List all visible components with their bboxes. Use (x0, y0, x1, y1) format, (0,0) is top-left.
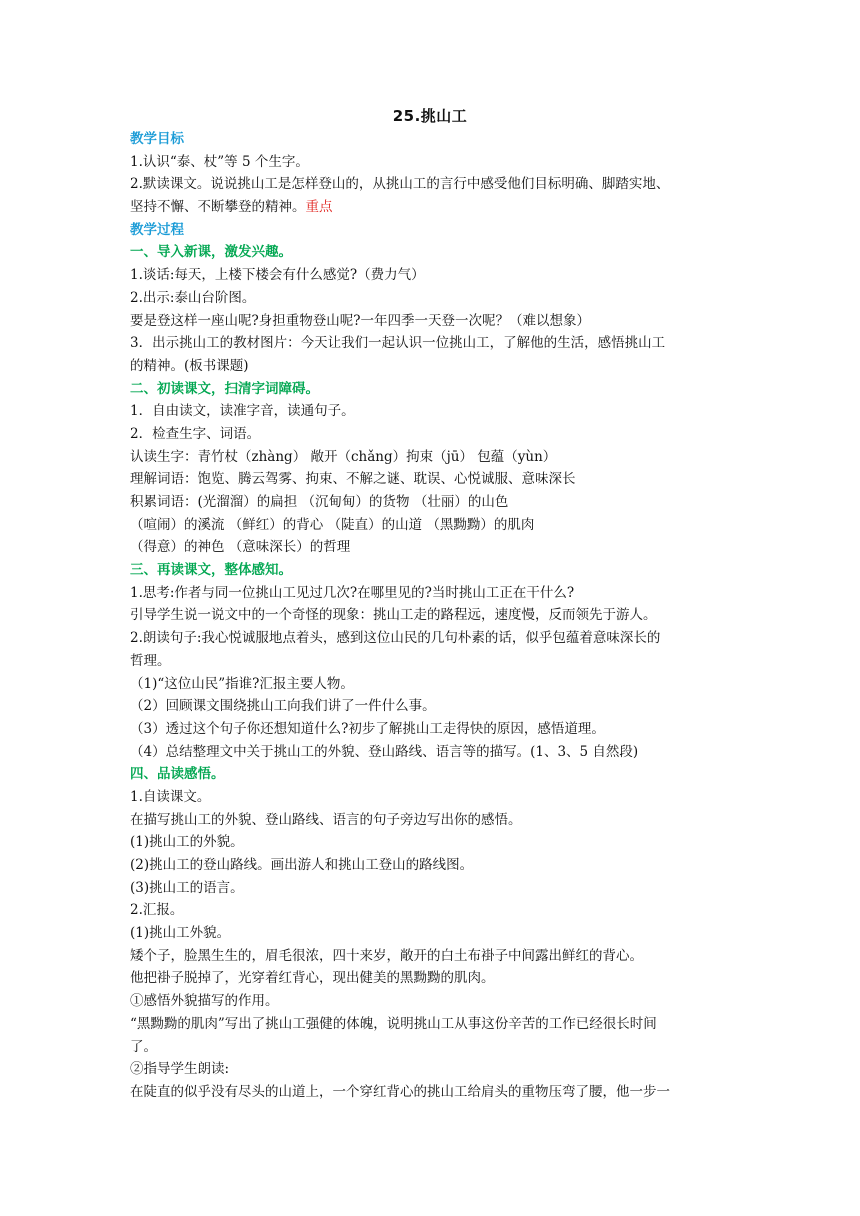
line-text: （1)“这位山民”指谁?汇报主要人物。 (130, 675, 354, 692)
text-line (130, 582, 738, 605)
line-text: 二、初读课文，扫清字词障碍。 (130, 380, 319, 397)
text-line (130, 400, 738, 423)
document-body (130, 128, 738, 1104)
section-heading (130, 219, 738, 242)
line-text: （4）总结整理文中关于挑山工的外貌、登山路线、语言等的描写。(1、3、5 自然段) (130, 743, 639, 760)
text-line (130, 809, 738, 832)
section-heading (130, 241, 738, 264)
line-text: (1)挑山工外貌。 (130, 925, 231, 942)
text-line (130, 786, 738, 809)
line-text: 1．自由读文，读准字音，读通句子。 (130, 403, 355, 420)
line-text: 教学目标 (130, 131, 184, 147)
text-line (130, 922, 738, 945)
text-line (130, 1013, 738, 1036)
text-line (130, 310, 738, 333)
text-line (130, 650, 738, 673)
text-line (130, 718, 738, 741)
line-text: （2）回顾课文围绕挑山工向我们讲了一件什么事。 (130, 698, 436, 715)
line-text: 在描写挑山工的外貌、登山路线、语言的句子旁边写出你的感悟。 (130, 811, 522, 828)
line-text: 了。 (130, 1038, 157, 1055)
text-line (130, 741, 738, 764)
line-text: 一、导入新课，激发兴趣。 (130, 244, 292, 261)
text-line (130, 854, 738, 877)
section-heading (130, 128, 738, 151)
line-text: 坚持不懈、不断攀登的精神。 (130, 199, 306, 216)
line-text: 要是登这样一座山呢?身担重物登山呢?一年四季一天登一次呢？（难以想象） (130, 312, 590, 329)
section-heading (130, 559, 738, 582)
text-line (130, 627, 738, 650)
key-point-label: 重点 (305, 199, 333, 216)
text-line (130, 287, 738, 310)
text-line (130, 1036, 738, 1059)
text-line (130, 990, 738, 1013)
line-text: 积累词语：(光溜溜）的扁担 （沉甸甸）的货物 （壮丽）的山色 (130, 494, 509, 510)
text-line (130, 673, 738, 696)
text-line (130, 1081, 738, 1104)
line-text: 引导学生说一说文中的一个奇怪的现象：挑山工走的路程远，速度慢，反而领先于游人。 (130, 607, 657, 624)
line-text: (2)挑山工的登山路线。画出游人和挑山工登山的路线图。 (130, 857, 474, 873)
line-text: “黑黝黝的肌肉”写出了挑山工强健的体魄，说明挑山工从事这份辛苦的工作已经很长时间 (130, 1015, 657, 1032)
line-text: 在陡直的似乎没有尽头的山道上，一个穿红背心的挑山工给肩头的重物压弯了腰，他一步一 (130, 1083, 670, 1100)
line-text: 1.思考:作者与同一位挑山工见过几次?在哪里见的?当时挑山工正在干什么? (130, 584, 575, 601)
line-text: 矮个子，脸黑生生的，眉毛很浓，四十来岁，敞开的白土布褂子中间露出鲜红的背心。 (130, 947, 643, 964)
text-line (130, 355, 738, 378)
line-text: 1.认识“泰、杖”等 5 个生字。 (130, 153, 309, 170)
text-line (130, 877, 738, 900)
line-text: 的精神。(板书课题) (130, 357, 249, 374)
text-line (130, 536, 738, 559)
text-line (130, 967, 738, 990)
line-text: 2.朗读句子:我心悦诚服地点着头，感到这位山民的几句朴素的话，似乎包蕴着意味深长的 (130, 630, 661, 647)
line-text: 2.汇报。 (130, 902, 184, 919)
text-line (130, 899, 738, 922)
section-heading (130, 378, 738, 401)
line-text: ②指导学生朗读: (130, 1061, 230, 1078)
text-line (130, 151, 738, 174)
line-text: (3)挑山工的语言。 (130, 879, 244, 896)
text-line (130, 604, 738, 627)
text-line (130, 332, 738, 355)
page-title: 25.挑山工 (392, 107, 468, 125)
line-text: （3）透过这个句子你还想知道什么?初步了解挑山工走得快的原因，感悟道理。 (130, 720, 605, 737)
line-text: 哲理。 (130, 652, 171, 669)
line-text: 四、品读感悟。 (130, 766, 225, 783)
section-heading (130, 763, 738, 786)
line-text: 2.默读课文。说说挑山工是怎样登山的，从挑山工的言行中感受他们目标明确、脚踏实地、 (130, 176, 670, 193)
text-line (130, 446, 738, 469)
line-text: 2．检查生字、词语。 (130, 425, 261, 442)
line-text: ①感悟外貌描写的作用。 (130, 993, 279, 1010)
line-text: 认读生字：青竹杖（zhàng） 敞开（chǎng）拘束（jū） 包蕴（yùn） (130, 448, 557, 465)
text-line (130, 945, 738, 968)
line-text: 2.出示:泰山台阶图。 (130, 289, 256, 306)
line-text: 3．出示挑山工的教材图片：今天让我们一起认识一位挑山工，了解他的生活，感悟挑山工 (130, 335, 666, 352)
text-line (130, 514, 738, 537)
text-line (130, 173, 738, 196)
line-text: （喧闹）的溪流 （鲜红）的背心 （陡直）的山道 （黑黝黝）的肌肉 (130, 516, 535, 533)
text-line (130, 468, 738, 491)
text-line (130, 491, 738, 514)
line-text: （得意）的神色 （意味深长）的哲理 (130, 539, 351, 556)
line-text: 他把褂子脱掉了，光穿着红背心，现出健美的黑黝黝的肌肉。 (130, 970, 495, 987)
text-line (130, 831, 738, 854)
line-text: 三、再读课文，整体感知。 (130, 562, 292, 579)
line-text: 1.谈话:每天，上楼下楼会有什么感觉?（费力气） (130, 267, 425, 284)
line-text: 理解词语：饱览、腾云驾雾、拘束、不解之谜、耽误、心悦诚服、意味深长 (130, 471, 576, 488)
line-text: 1.自读课文。 (130, 788, 211, 805)
text-line (130, 423, 738, 446)
line-text: (1)挑山工的外貌。 (130, 834, 244, 851)
line-text: 教学过程 (130, 221, 184, 238)
text-line (130, 196, 738, 219)
text-line (130, 264, 738, 287)
text-line (130, 695, 738, 718)
text-line (130, 1058, 738, 1081)
